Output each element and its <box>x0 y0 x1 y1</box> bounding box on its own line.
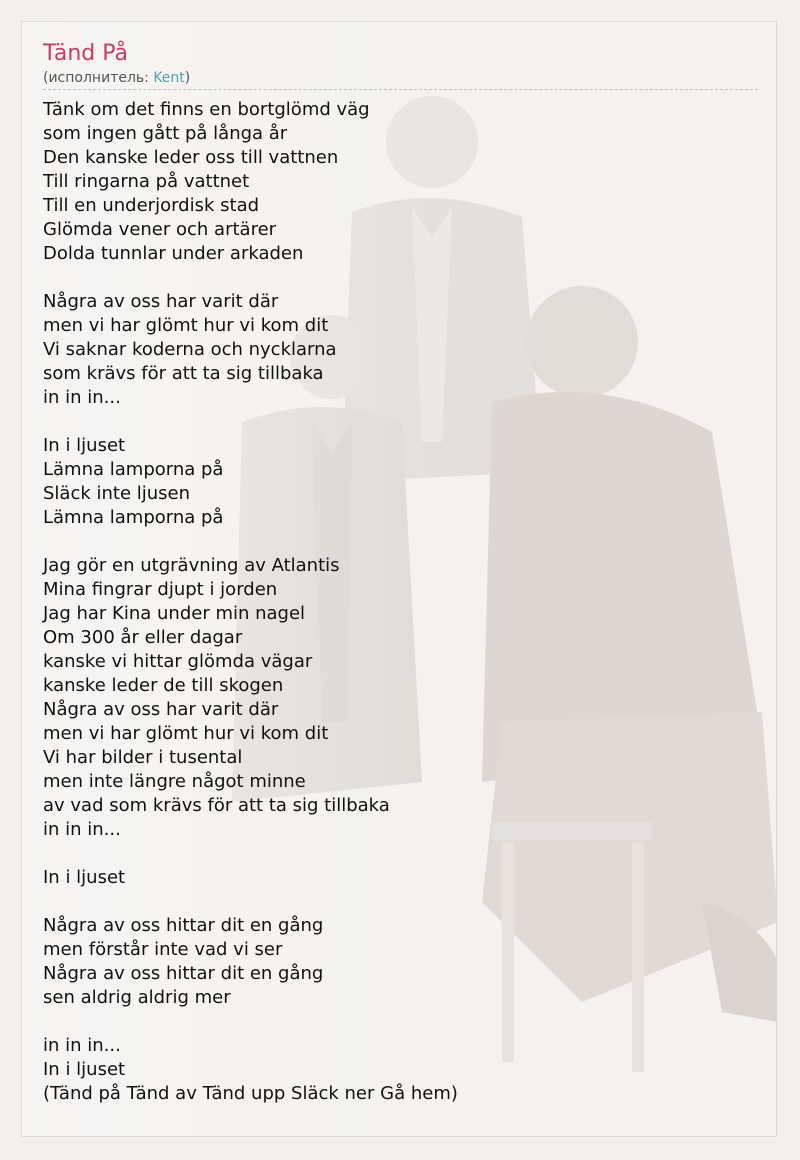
lyric-line: In i ljuset <box>43 435 126 456</box>
lyric-line: men förstår inte vad vi ser <box>43 939 283 960</box>
lyric-line: sen aldrig aldrig mer <box>43 987 231 1008</box>
lyric-line: Lämna lamporna på <box>43 459 224 480</box>
artist-prefix: (исполнитель: <box>43 70 154 86</box>
lyric-line: Till ringarna på vattnet <box>43 171 250 192</box>
lyric-line: Jag gör en utgrävning av Atlantis <box>43 555 340 576</box>
lyric-line: in in in... <box>43 1035 121 1056</box>
lyric-line: Glömda vener och artärer <box>43 219 277 240</box>
artist-credit <box>43 69 756 87</box>
lyric-line: Några av oss har varit där <box>43 291 279 312</box>
lyric-line: Dolda tunnlar under arkaden <box>43 243 304 264</box>
lyric-line: Tänk om det finns en bortglömd väg <box>43 99 370 120</box>
lyric-line: in in in... <box>43 387 121 408</box>
lyric-line: In i ljuset <box>43 1059 126 1080</box>
lyric-line <box>43 890 756 914</box>
lyric-line: Jag har Kina under min nagel <box>43 603 306 624</box>
lyric-line <box>43 410 756 434</box>
lyric-line: Några av oss hittar dit en gång <box>43 915 324 936</box>
song-title: Tänd På <box>43 41 129 66</box>
lyric-line <box>43 266 756 290</box>
lyric-line: kanske leder de till skogen <box>43 675 284 696</box>
lyric-line: Om 300 år eller dagar <box>43 627 243 648</box>
title-divider <box>43 89 758 90</box>
lyric-line: som krävs för att ta sig tillbaka <box>43 363 324 384</box>
lyric-line <box>43 1010 756 1034</box>
lyric-line: Några av oss hittar dit en gång <box>43 963 324 984</box>
lyric-line <box>43 530 756 554</box>
lyric-line: men vi har glömt hur vi kom dit <box>43 723 329 744</box>
artist-link[interactable]: Kent <box>153 70 185 86</box>
lyric-line: men inte längre något minne <box>43 771 306 792</box>
lyric-line: in in in... <box>43 819 121 840</box>
lyric-line <box>43 842 756 866</box>
lyric-line: (Tänd på Tänd av Tänd upp Släck ner Gå hem) <box>43 1083 458 1104</box>
lyric-line: In i ljuset <box>43 867 126 888</box>
lyrics-text <box>43 98 756 1106</box>
lyric-line: Lämna lamporna på <box>43 507 224 528</box>
lyric-line: som ingen gått på långa år <box>43 123 288 144</box>
artist-suffix: ) <box>184 70 191 86</box>
lyric-line: Mina fingrar djupt i jorden <box>43 579 278 600</box>
lyric-line: Till en underjordisk stad <box>43 195 260 216</box>
lyric-line: Några av oss har varit där <box>43 699 279 720</box>
lyric-line: Vi saknar koderna och nycklarna <box>43 339 337 360</box>
lyric-line: Vi har bilder i tusental <box>43 747 243 768</box>
lyric-line: Den kanske leder oss till vattnen <box>43 147 339 168</box>
lyric-line: Släck inte ljusen <box>43 483 191 504</box>
lyric-line: kanske vi hittar glömda vägar <box>43 651 313 672</box>
lyric-line: men vi har glömt hur vi kom dit <box>43 315 329 336</box>
lyrics-card <box>21 21 777 1137</box>
lyric-line: av vad som krävs för att ta sig tillbaka <box>43 795 390 816</box>
